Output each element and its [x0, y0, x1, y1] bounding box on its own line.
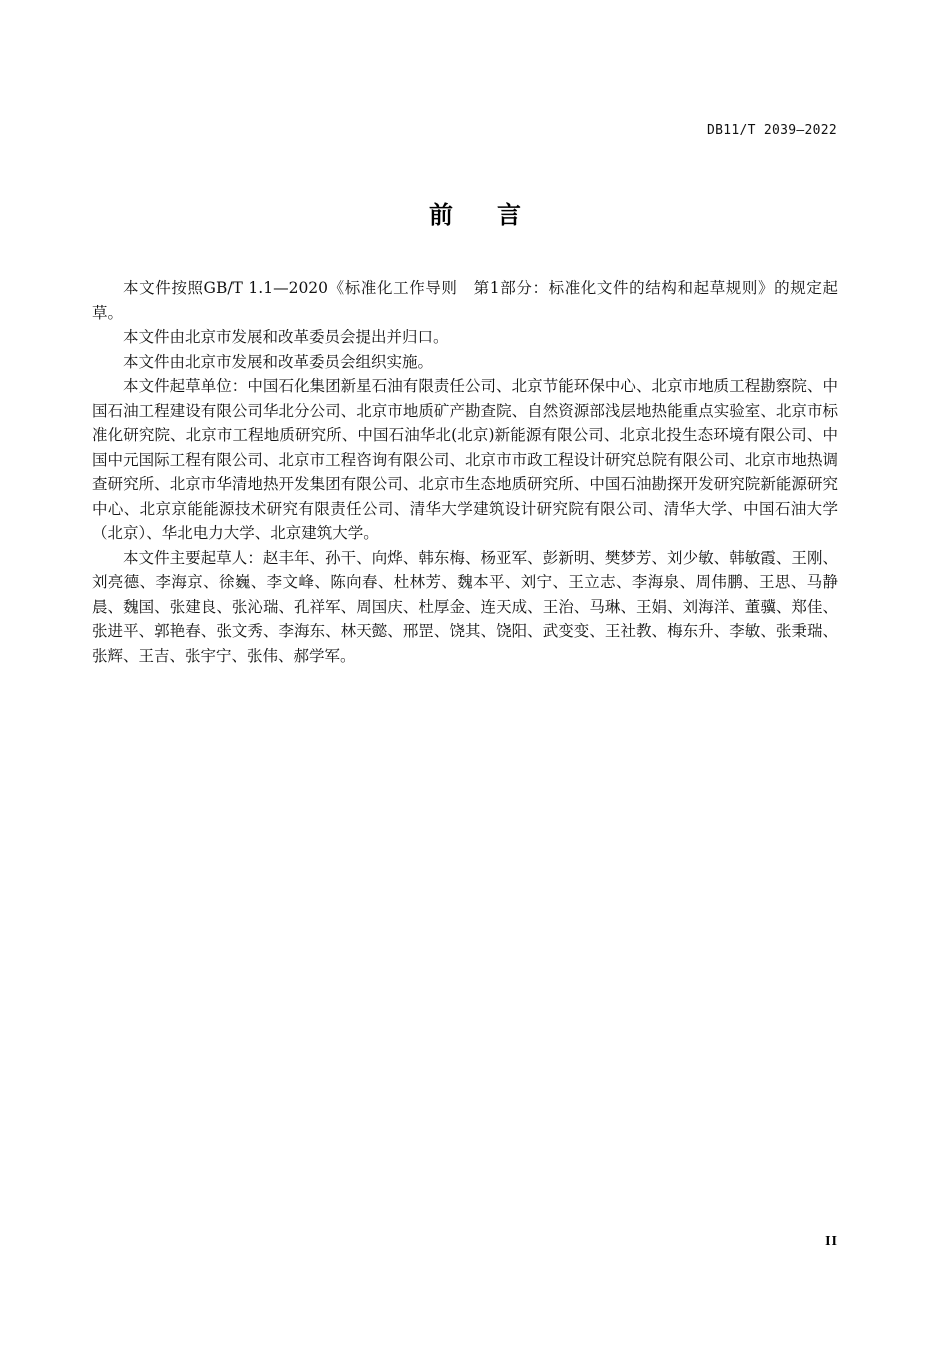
preface-body: [92, 276, 838, 668]
standard-code: DB11/T 2039—2022: [706, 123, 837, 138]
paragraph-drafting-units: 本文件起草单位：中国石化集团新星石油有限责任公司、北京节能环保中心、北京市地质工程勘察院、中国石油工程建设有限公司华北分公司、北京市地质矿产勘查院、自然资源部浅层地热能重点实验室、北京市标准化研究院、北京市工程地质研究所、中国石油华北(北京)新能源有限公司、北京北投生态环境有限公司、中国中元国际工程有限公司、北京市工程咨询有限公司、北京市市政工程设计研究总院有限公司、北京市地热调查研究所、北京市华清地热开发集团有限公司、北京市生态地质研究所、中国石油勘探开发研究院新能源研究中心、北京京能能源技术研究有限责任公司、清华大学建筑设计研究院有限公司、清华大学、中国石油大学（北京）、华北电力大学、北京建筑大学。: [92, 377, 838, 542]
paragraph-main-drafters: 本文件主要起草人：赵丰年、孙干、向烨、韩东梅、杨亚军、彭新明、樊梦芳、刘少敏、韩敏霞、王刚、刘亮德、李海京、徐巍、李文峰、陈向春、杜林芳、魏本平、刘宁、王立志、李海泉、周伟鹏、王思、马静晨、魏国、张建良、张沁瑞、孔祥军、周国庆、杜厚金、连天成、王治、马琳、王娟、刘海洋、董骥、郑佳、张进平、郭艳春、张文秀、李海东、林天懿、邢罡、饶其、饶阳、武变变、王社教、梅东升、李敏、张秉瑞、张辉、王吉、张宇宁、张伟、郝学军。: [92, 548, 838, 665]
paragraph-drafting-rules: 本文件按照GB/T 1.1—2020《标准化工作导则 第1部分：标准化文件的结构和起草规则》的规定起草。: [92, 279, 838, 322]
page-title: 前言: [429, 201, 565, 229]
page-number: II: [825, 1234, 838, 1249]
paragraph-proposer: 本文件由北京市发展和改革委员会提出并归口。: [123, 328, 449, 346]
paragraph-implementer: 本文件由北京市发展和改革委员会组织实施。: [123, 352, 434, 371]
